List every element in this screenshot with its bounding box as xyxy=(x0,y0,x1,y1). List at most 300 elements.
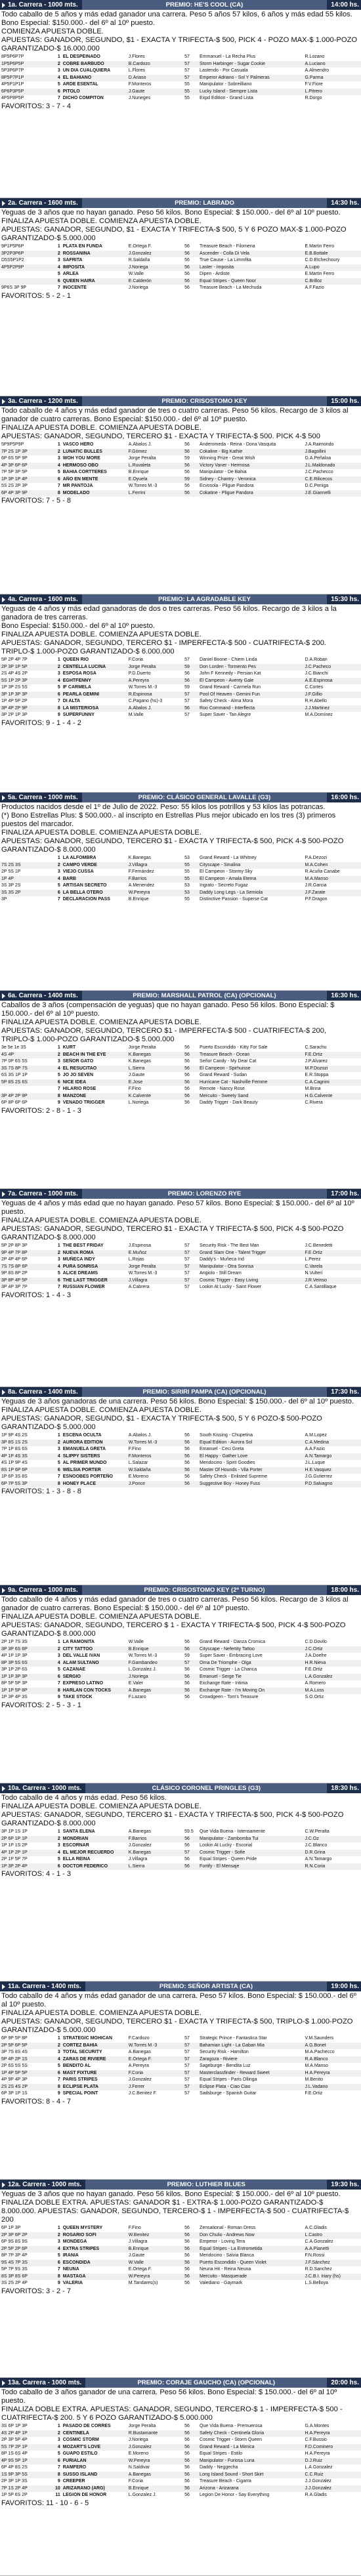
jockey-name: W.Torres M.-3 xyxy=(127,1440,183,1447)
pedigree: El Campeon - Amala Etema xyxy=(198,876,303,883)
entry-row xyxy=(0,285,361,292)
entry-row xyxy=(0,890,361,897)
recent-form: 5P 8S 2S 6S xyxy=(0,1079,51,1087)
race-section xyxy=(0,198,361,396)
post-number: 4 xyxy=(51,678,62,685)
entry-row xyxy=(0,1680,361,1688)
race-conditions-line: Bono Especial: $150.000.- del 6º al 10º puesto. xyxy=(1,19,155,27)
recent-form: 8P 5P 5P 3P xyxy=(1,1681,28,1686)
recent-form: 1P 5P 6S 2P xyxy=(1,2493,28,2497)
horse-name: DICHO COMPITON xyxy=(62,96,104,100)
post-number: 9 xyxy=(57,2091,60,2096)
jockey-name: J.Gaute xyxy=(128,2253,145,2258)
trainer-name: J.F.Sánchez xyxy=(303,2260,361,2267)
race-conditions-line: FINALIZA APUESTA DOBLE. COMIENZA APUESTA DOBLE. xyxy=(1,1216,202,1224)
trainer-name: F.N.Rossi xyxy=(305,2253,325,2258)
entry-row xyxy=(0,1432,361,1440)
horse-name: EGHTFENNY xyxy=(62,678,127,685)
jockey-name: L.Gonzalez J. xyxy=(128,1667,157,1672)
weight: 57 xyxy=(183,61,198,68)
pedigree: Anderomeda - Reina - Dona Vasquita xyxy=(200,442,276,447)
weight: 57 xyxy=(183,1850,198,1857)
pedigree: Ascender - Colla Di Vela xyxy=(198,251,303,258)
jockey-name: L.Flores xyxy=(128,68,146,73)
entry-row xyxy=(0,2084,361,2091)
recent-form: 3P 8P 4P 5P xyxy=(0,1278,51,1285)
triangle-icon xyxy=(2,1984,5,1989)
jockey-name: E.Ortega F. xyxy=(128,2267,152,2272)
entry-row xyxy=(0,1453,361,1461)
jockey-name: W.Valle xyxy=(128,1640,144,1644)
horse-name: NUEVA ROMA xyxy=(62,1250,127,1257)
pedigree: Equal Stripes - Queen Noor xyxy=(198,278,303,285)
pedigree: Sageburge - Bendita Luz xyxy=(200,2064,251,2068)
pedigree: Expd Edition - Grand Lista xyxy=(200,96,253,100)
entry-row xyxy=(0,1278,361,1285)
trainer-name: A.N.Tamargo xyxy=(305,1857,332,1861)
race-conditions-line: Productos nacidos desde el 1º de Julio de 2022. Peso: 55 kilos los potrillos y 53 kilos las potrancas. xyxy=(1,803,326,811)
trainer-name: R.H.Abello xyxy=(305,699,327,703)
entry-row xyxy=(0,1863,361,1871)
entry-row xyxy=(0,2232,361,2239)
entry-row xyxy=(0,2274,361,2281)
race-prize: PREMIO: HE'S COOL (CA) xyxy=(82,0,327,10)
trainer-name: P.F.Dragon xyxy=(305,897,328,902)
weight: 56 xyxy=(184,1461,190,1465)
recent-form: 1P 3P 1P 4P xyxy=(0,476,51,484)
jockey-name: J.Villagra xyxy=(128,2239,148,2244)
horse-name: PITOLO xyxy=(62,89,127,96)
post-number: 5 xyxy=(57,685,60,690)
horse-name: COSMIC STORM xyxy=(62,2438,99,2442)
race-section xyxy=(0,1783,361,1982)
post-number: 3 xyxy=(57,68,60,73)
trainer-name: J.J.Gonzalez xyxy=(303,2485,361,2493)
jockey-name: F.Gómez xyxy=(127,449,183,456)
jockey-name: E.Ortega F. xyxy=(128,244,152,249)
entry-row xyxy=(0,455,361,463)
jockey-name: W.Torres M.-3 xyxy=(127,2043,183,2050)
post-number: 2 xyxy=(51,251,62,258)
horse-name: MANZONE xyxy=(62,1093,127,1100)
triangle-icon xyxy=(2,3,5,8)
jockey-name: N.Saldivar xyxy=(128,2465,150,2470)
pedigree: Super Saver - Embracing Love xyxy=(200,1653,263,1658)
horse-name: RAMFERO xyxy=(62,2465,87,2470)
post-number: 6 xyxy=(51,692,62,699)
trainer-name: H.A.Pereyra xyxy=(303,2430,361,2438)
pedigree: Lookin At Lucky - Escorial xyxy=(200,1843,253,1848)
post-number: 5 xyxy=(57,82,60,87)
entry-row xyxy=(0,463,361,470)
weight: 56 xyxy=(184,258,190,262)
post-number: 5 xyxy=(57,1667,60,1672)
trainer-name: E.R.Stoppa xyxy=(305,1073,329,1077)
horse-name: MAST FIXTURE xyxy=(62,2070,127,2077)
race-description xyxy=(0,802,361,855)
entry-row xyxy=(0,278,361,285)
weight: 57 xyxy=(184,54,190,59)
horse-name: MONDEGA xyxy=(62,2239,87,2244)
pedigree: Ingrato - Secreto Fugaz xyxy=(200,883,248,888)
race-prize: PREMIO: LA AGRADABLE KEY xyxy=(82,594,327,604)
trainer-name: F.D.Cominero xyxy=(303,2444,361,2451)
trainer-name: J.J.Gonzalez xyxy=(305,2479,331,2483)
race-time: 17:30 hs. xyxy=(331,1388,359,1396)
post-number: 5 xyxy=(57,2253,60,2258)
entry-row xyxy=(0,2478,361,2485)
entry-row xyxy=(0,2423,361,2430)
entry-row xyxy=(0,2485,361,2493)
entry-row xyxy=(0,2246,361,2253)
trainer-name: E.Martin Ferro xyxy=(305,272,335,276)
weight: 53 xyxy=(184,856,190,860)
race-conditions-line: Yeguas de 3 años que no hayan ganado. Peso 56 kilos. Bono Especial: $ 150.000.- del 6º al 10º puesto. xyxy=(1,209,341,217)
trainer-name: L.A.Gonzalez xyxy=(305,2465,333,2470)
trainer-name: N.Vulterí xyxy=(305,1271,323,1276)
pedigree: Grand Slam One - Talent Trigger xyxy=(198,1250,303,1257)
jockey-name: W.Pereyra xyxy=(127,890,183,897)
weight: 56 xyxy=(184,1045,190,1050)
recent-form: 5S 1P 2P 3P xyxy=(0,678,51,685)
entry-row xyxy=(0,1660,361,1667)
horse-name: EL RESUCITAO xyxy=(62,1066,127,1073)
recent-form: 1P 4P 5P 5P xyxy=(0,2070,51,2077)
race-description xyxy=(0,2388,361,2423)
recent-form: 7P 2S 1P 3P xyxy=(0,449,51,456)
trainer-name: J.F.Gillio xyxy=(303,692,361,699)
trainer-name: A.Romero xyxy=(305,1681,326,1686)
pedigree: Super Saver - Tan Alegre xyxy=(200,713,251,717)
entry-row xyxy=(0,2063,361,2070)
race-number: 3a. Carrera - 1200 mts. xyxy=(8,398,78,405)
race-conditions-line: APUESTAS: GANADOR, SEGUNDO, TERCERO $1 - EXACTA Y TRIFECTA-$ 500. PICK 4-$ 500 xyxy=(1,432,320,440)
jockey-name: J.Gaute xyxy=(127,89,183,96)
jockey-name: J.Noriega xyxy=(128,285,148,290)
recent-form: 4P 1P 1P 3P xyxy=(1,1653,28,1658)
pedigree: Crowdgeen - Tom's Treasure xyxy=(200,1695,259,1699)
triangle-icon xyxy=(2,993,5,999)
pedigree: Puerto Escondido - Kitty For Sale xyxy=(200,1045,268,1050)
jockey-name: B.Enrique xyxy=(127,2246,183,2253)
post-number: 2 xyxy=(51,1250,62,1257)
weight: 56 xyxy=(184,2451,190,2456)
jockey-name: B.Enrique xyxy=(128,897,149,902)
pedigree: Masterclassfinder - Reward Sweet xyxy=(198,2070,303,2077)
recent-form: 8S 1P 6P 6P xyxy=(0,1467,51,1474)
recent-form: 4S 1P 9P 4S xyxy=(1,1461,28,1465)
weight: 56 xyxy=(183,1688,198,1695)
race-number: 11a. Carrera - 1400 mts. xyxy=(8,1983,81,1990)
post-number: 3 xyxy=(57,258,60,262)
trainer-name: J.C.Oz xyxy=(303,1836,361,1843)
weight: 57 xyxy=(183,2070,198,2077)
pedigree: Arizona - Arizarana xyxy=(198,2485,303,2493)
entries-table xyxy=(0,2423,361,2499)
horse-name: SERGIO xyxy=(62,1674,127,1681)
weight: 56 xyxy=(183,2260,198,2267)
recent-form: 4P 1P 4S 3S xyxy=(0,1453,51,1461)
jockey-name: W.Pereyra xyxy=(127,2458,183,2465)
jockey-name: J.Ferrer xyxy=(127,2084,183,2091)
triangle-icon xyxy=(2,1390,5,1395)
post-number: 5 xyxy=(57,272,60,276)
race-header xyxy=(0,198,361,208)
race-description xyxy=(0,2190,361,2225)
recent-form: 3P 2P 1P 3P xyxy=(1,713,28,717)
horse-name: CORTEZ BAHIA xyxy=(62,2043,127,2050)
recent-form: 2P 3P 1P 5P xyxy=(0,664,51,671)
recent-form: 6P 4P 3P 9P xyxy=(0,490,51,497)
entry-row xyxy=(0,1646,361,1653)
jockey-name: Jorge Peralta xyxy=(128,456,156,461)
race-time: 20:00 hs. xyxy=(331,2379,359,2386)
weight: 57 xyxy=(183,2056,198,2064)
favorites-line: FAVORITOS: 9 - 1 - 4 - 2 xyxy=(1,718,81,727)
race-conditions-line: Todo caballo de 4 años y más edad ganador de tres o cuatro carreras. Peso 56 kilos. Recargo de 3 kilos al ganador de cuatro carreras. Bono Especial: $ 150.000.- del 6º al 10º puesto. xyxy=(1,1596,349,1612)
horse-name: QUEEN MYSTERY xyxy=(62,2226,103,2230)
pedigree: Cityscape - Smalina xyxy=(198,862,303,869)
pedigree: Mercuito - Masquerade xyxy=(198,2274,303,2281)
recent-form: 3P xyxy=(1,897,7,902)
trainer-name: S.O.Ortiz xyxy=(305,1695,324,1699)
pedigree: Long Island Sound - Short Skirt xyxy=(198,2472,303,2479)
horse-name: DEL VALLE IVAN xyxy=(62,1653,100,1658)
horse-name: MASTAGA xyxy=(62,2274,127,2281)
weight: 56 xyxy=(184,1843,190,1848)
entry-row xyxy=(0,251,361,258)
entries-table xyxy=(0,1243,361,1291)
jockey-name: D.Ariaso xyxy=(127,75,183,82)
pedigree: Grand Reward - La Mimica xyxy=(198,2444,303,2451)
entry-row xyxy=(0,671,361,678)
weight: 56 xyxy=(183,1453,198,1461)
post-number: 6 xyxy=(51,2458,62,2465)
entry-row xyxy=(0,75,361,82)
race-number: 1a. Carrera - 1000 mts. xyxy=(8,1,78,9)
recent-form: 5P3P6P7P xyxy=(1,68,24,73)
jockey-name: J.Villagra xyxy=(128,1857,148,1861)
trainer-name: H.R.Nieva xyxy=(303,1660,361,1667)
race-time: 19:30 hs. xyxy=(331,2181,359,2188)
recent-form: 6P 1P 3P xyxy=(1,2226,21,2230)
horse-name: ROSARIO SOFI xyxy=(62,2232,127,2239)
trainer-name: J.C.Benedetti xyxy=(305,1243,333,1248)
post-number: 5 xyxy=(57,1271,60,1276)
jockey-name: W.Valle xyxy=(128,272,144,276)
jockey-name: Jorge Peralta xyxy=(127,664,183,671)
post-number: 8 xyxy=(51,1093,62,1100)
recent-form: 8P 3P 5S 6S xyxy=(0,1660,51,1667)
weight: 56 xyxy=(184,2253,190,2258)
pedigree: Que Vida Buena - Premuerosa xyxy=(200,2424,263,2428)
post-number: 2 xyxy=(51,1646,62,1653)
post-number: 6 xyxy=(51,476,62,484)
horse-name: MONDRIAN xyxy=(62,1836,127,1843)
recent-form: 4S 2P 4P 1P xyxy=(0,2430,51,2438)
recent-form: 4P5P8P5P xyxy=(1,96,24,100)
post-number: 6 xyxy=(51,1674,62,1681)
trainer-name: C.A.Cagnini xyxy=(303,1079,361,1087)
entry-row xyxy=(0,1066,361,1073)
entry-row xyxy=(0,664,361,671)
horse-name: SEÑOR GATO xyxy=(62,1059,94,1064)
horse-name: MOZART'S LOVE xyxy=(62,2444,127,2451)
race-header xyxy=(0,1189,361,1199)
race-number: 9a. Carrera - 1000 mts. xyxy=(8,1587,78,1594)
pedigree: Suggestive Boy - Honey Fuss xyxy=(198,1481,303,1488)
entries-table xyxy=(0,1639,361,1701)
post-number: 4 xyxy=(51,264,62,272)
weight: 56 xyxy=(184,2226,190,2230)
recent-form: 6P 7P 5S 3P xyxy=(0,1481,51,1488)
pedigree: Emperor - Loving Tera xyxy=(200,2239,245,2244)
horse-name: SAFRITA xyxy=(62,258,83,262)
weight: 56 xyxy=(184,1857,190,1861)
recent-form: 9S 4S 7P 3S xyxy=(0,2260,51,2267)
entry-row xyxy=(0,1440,361,1447)
recent-form: 3S 7S 8P 7S xyxy=(0,1066,51,1073)
entry-row xyxy=(0,476,361,484)
horse-name: LEGION DE HONOR xyxy=(62,2493,107,2497)
pedigree: Angiolo - Still Dream xyxy=(200,1271,242,1276)
jockey-name: E.Moreno xyxy=(128,2451,149,2456)
pedigree: Pool Of Heaven - Gemini Fun xyxy=(198,692,303,699)
pedigree: Exchange Rate - I'm Moving On xyxy=(198,1688,303,1695)
race-number: 10a. Carrera - 1000 mts. xyxy=(8,1785,82,1792)
trainer-name: A.M.Lopez xyxy=(305,1433,327,1438)
jockey-name: K.Banegas xyxy=(127,1052,183,1059)
horse-name: PARIS STRIPES xyxy=(62,2077,98,2082)
horse-name: SPECIAL POINT xyxy=(62,2091,98,2096)
race-conditions-line: APUESTAS: GANADOR, SEGUNDO, $1 - EXACTA Y TRIFECTA-$ 500, PICK 4 - POZO MAX-$ 1.000-POZO GARANTIZADO-$ 16.000.000 xyxy=(1,36,358,52)
recent-form: 6P 8P 6P 6P xyxy=(1,1100,28,1105)
trainer-name: M.A.Cohen xyxy=(303,862,361,869)
entry-row xyxy=(0,2090,361,2098)
pedigree: Safety Check - Centinela Gloria xyxy=(198,2430,303,2438)
recent-form: 1S 9P 3P 5S xyxy=(0,2472,51,2479)
entry-row xyxy=(0,1264,361,1271)
pedigree: Cosmic Trigger - La Chanca xyxy=(200,1667,257,1672)
pedigree: Master Of Hounds - Vila Porter xyxy=(198,1467,303,1474)
triangle-icon xyxy=(2,2380,5,2386)
weight: 56 xyxy=(183,1079,198,1087)
pedigree: Manipulator - Zambomba Tui xyxy=(198,1836,303,1843)
pedigree: Cosmic Trigger - Easy Living xyxy=(198,1278,303,1285)
pedigree: Manipulator - Otra Sonrisa xyxy=(198,1264,303,1271)
race-section xyxy=(0,0,361,198)
post-number: 8 xyxy=(51,2084,62,2091)
horse-name: BEACH IN THE EYE xyxy=(62,1052,127,1059)
weight: 56 xyxy=(183,2485,198,2493)
post-number: 7 xyxy=(57,2077,60,2082)
race-number: 5a. Carrera - 1000 mts. xyxy=(8,794,78,801)
post-number: 11 xyxy=(55,2493,60,2497)
weight: 57 xyxy=(183,692,198,699)
trainer-name: H.A.Pereyra xyxy=(303,2070,361,2077)
horse-name: BARB xyxy=(62,876,127,883)
race-number: 7a. Carrera - 1000 mts. xyxy=(8,1190,78,1197)
jockey-name: F.Barrios xyxy=(127,876,183,883)
jockey-name: F.Monteros xyxy=(128,82,152,87)
race-conditions-line: (*) Bono Estrellas Plus: $ 500.000.- al inscripto en Estrellas Plus mejor ubicado en los tres (3) primeros puestos del marcador. xyxy=(1,812,336,828)
jockey-name: A.Abalos J. xyxy=(127,705,183,713)
recent-form: 3P 4P 2P 9P xyxy=(0,705,51,713)
race-header xyxy=(0,991,361,1001)
horse-name: IF CARMELA xyxy=(62,685,91,690)
horse-name: PURA SONRISA xyxy=(62,1264,127,1271)
race-time: 16:30 hs. xyxy=(331,992,359,999)
horse-name: HILARIO ROSE xyxy=(62,1087,96,1091)
race-description xyxy=(0,1199,361,1243)
post-number: 1 xyxy=(57,1243,60,1248)
pedigree: Equal Stripes - Queen Pride xyxy=(200,1857,257,1861)
recent-form: 3P 1P 2P 6S xyxy=(1,1667,28,1672)
jockey-name: B.Cardozo xyxy=(127,61,183,68)
pedigree: Mendocino - Salvia Blanca xyxy=(200,2253,254,2258)
race-conditions-line: APUESTAS: GANADOR, SEGUNDO, TERCERO $1 - IMPERFECTA-$ 500 - CUATRIFECTA-$ 200. TRIPLO-$ 1.000-POZO GARANTIZADO-$ 6.000.000 xyxy=(1,639,327,655)
post-number: 2 xyxy=(51,449,62,456)
horse-name: LA ALFOMBRA xyxy=(62,856,96,860)
recent-form: 3P 1P 1S 1P xyxy=(1,1829,28,1834)
recent-form: 2P 3P 5P 4P xyxy=(1,2438,28,2442)
trainer-name: G.Parma xyxy=(303,75,361,82)
trainer-name: C.Brilloz xyxy=(303,278,361,285)
horse-name: STRATEGIC MOHICAN xyxy=(62,2036,113,2041)
weight: 56 xyxy=(184,1447,190,1451)
triangle-icon xyxy=(2,597,5,602)
recent-form: 9P 8S 8P 2P xyxy=(1,1271,28,1276)
weight: 55 xyxy=(184,96,190,100)
horse-name: EL DESPEINADO xyxy=(62,54,100,59)
entry-row xyxy=(0,95,361,102)
jockey-name: W.Valle xyxy=(127,2260,183,2267)
post-number: 8 xyxy=(51,1688,62,1695)
post-number: 10 xyxy=(51,2485,62,2493)
horse-name: EMANUELA GRETA xyxy=(62,1447,106,1451)
entries-table xyxy=(0,1829,361,1870)
trainer-name: M.A.Pachecco xyxy=(305,2050,335,2054)
horse-name: PLATA EN FUNDA xyxy=(62,244,102,249)
jockey-name: J.Espinosa xyxy=(128,1243,151,1248)
horse-name: ROSSANINA xyxy=(62,251,127,258)
horse-name: HONEY PLACE xyxy=(62,1481,127,1488)
entry-row xyxy=(0,2043,361,2050)
jockey-name: E.Calderón xyxy=(127,278,183,285)
post-number: 5 xyxy=(57,883,60,888)
horse-name: HERMOSO OBO xyxy=(62,463,127,470)
recent-form: 9P1P5P6P xyxy=(1,244,24,249)
triangle-icon xyxy=(2,795,5,800)
jockey-name: R.Espinosa xyxy=(127,692,183,699)
race-conditions-line: Yeguas de 3 años que no hayan ganado. Peso 56 kilos. Bono Especial: $ 150.000.- del 6º al 10º puesto. xyxy=(1,2190,341,2198)
entry-row xyxy=(0,442,361,449)
post-number: 4 xyxy=(51,1066,62,1073)
race-header xyxy=(0,2378,361,2388)
weight: 56 xyxy=(183,1467,198,1474)
race-header xyxy=(0,1387,361,1397)
weight: 57 xyxy=(184,1243,190,1248)
entry-row xyxy=(0,2056,361,2064)
jockey-name: M.Tandares(s) xyxy=(128,2281,158,2285)
pedigree: Hurricane Cat - Nashville Femme xyxy=(198,1079,303,1087)
recent-form: 7P 1P 8S 6S xyxy=(1,1447,28,1451)
recent-form: 8P 1S 6S 4P xyxy=(1,2451,28,2456)
trainer-name: J.J.Martinez xyxy=(303,705,361,713)
pedigree: Daddy - Neggecha xyxy=(200,2465,238,2470)
horse-name: ECLIPSE PLATA xyxy=(62,2084,127,2091)
weight: 55 xyxy=(184,869,190,874)
